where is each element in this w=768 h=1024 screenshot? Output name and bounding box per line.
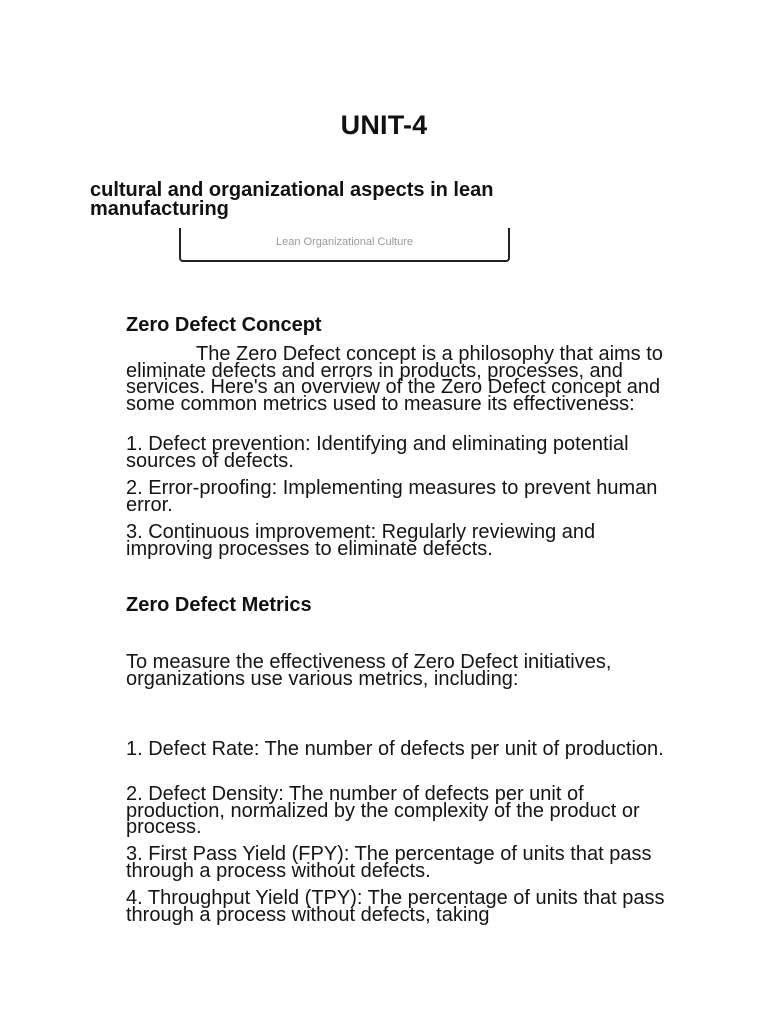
- list-item: 1. Defect Rate: The number of defects per unit of production.: [126, 738, 664, 760]
- page-subtitle: cultural and organizational aspects in lean manufacturing: [90, 179, 494, 220]
- list-item: 4. Throughput Yield (TPY): The percentage of units that pass through a process without defects, taking: [126, 887, 665, 926]
- section-heading-zero-defect-concept: Zero Defect Concept: [126, 314, 322, 336]
- list-item: 2. Error-proofing: Implementing measures to prevent human error.: [126, 477, 658, 516]
- list-item: 2. Defect Density: The number of defects per unit of production, normalized by the complexity of the product or process.: [126, 783, 640, 838]
- list-item: 1. Defect prevention: Identifying and eliminating potential sources of defects.: [126, 433, 629, 472]
- figure-image: [179, 228, 510, 262]
- list-item: 3. First Pass Yield (FPY): The percentage of units that pass through a process without defects.: [126, 843, 652, 882]
- section-heading-zero-defect-metrics: Zero Defect Metrics: [126, 594, 312, 616]
- page-title: UNIT-4: [340, 110, 428, 140]
- figure-caption: Lean Organizational Culture: [276, 236, 413, 248]
- list-item: 3. Continuous improvement: Regularly reviewing and improving processes to eliminate defects.: [126, 521, 596, 560]
- paragraph-text: The Zero Defect concept is a philosophy that aims to eliminate defects and errors in products, processes, and services. Here's an overview of the Zero Defect concept and some common metrics used to measure its effectiveness:: [126, 343, 663, 415]
- paragraph-metrics-intro: To measure the effectiveness of Zero Defect initiatives, organizations use various metrics, including:: [126, 651, 612, 690]
- paragraph-concept-intro: [126, 343, 686, 415]
